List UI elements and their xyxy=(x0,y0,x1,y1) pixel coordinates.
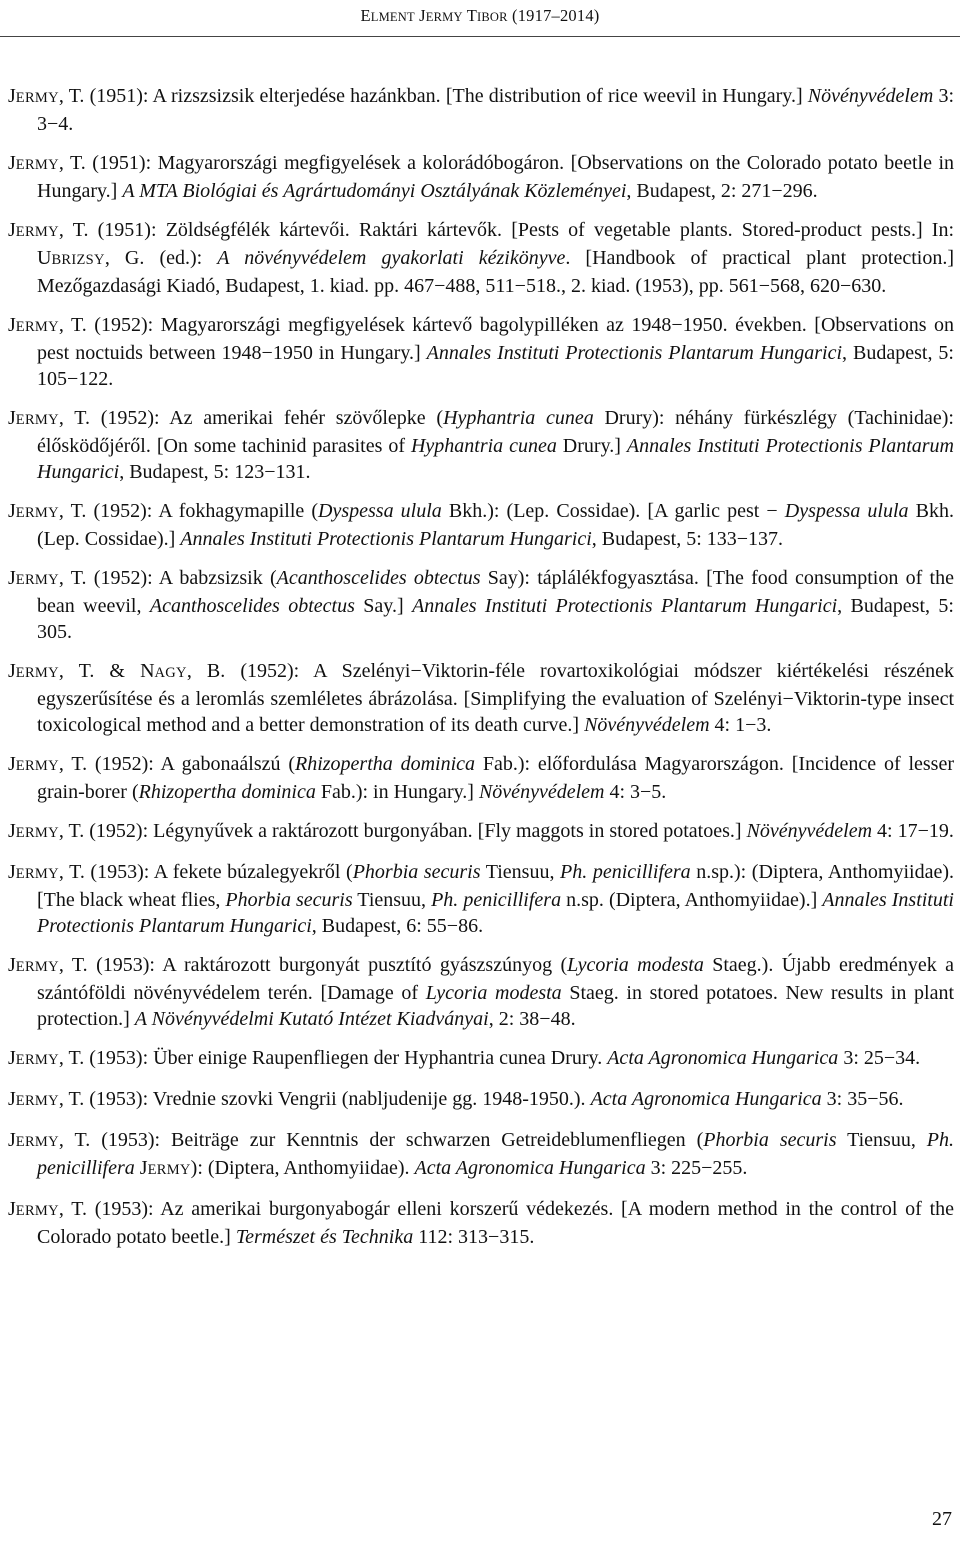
reference-entry xyxy=(8,1045,954,1073)
reference-entry xyxy=(8,1127,954,1183)
reference-text: , T. (1951): Zöldségfélék kártevői. Raktári kártevők. [Pests of vegetable plants. Stored-product pests.] In: xyxy=(58,219,954,241)
reference-text: ): (Diptera, Anthomyiidae). xyxy=(190,1157,415,1179)
author-name: NAGY xyxy=(140,660,187,682)
reference-text: , T. (1952): A gabonaálszú ( xyxy=(58,753,295,775)
reference-text: Drury.] xyxy=(556,435,627,457)
italic-text: Annales Instituti Protectionis Plantarum Hungarici xyxy=(37,889,954,937)
reference-text: , T. (1953): Az amerikai burgonyabogár elleni korszerű védekezés. [A modern method in the control of the Colorado potato beetle.] xyxy=(37,1198,954,1248)
reference-entry xyxy=(8,751,954,805)
reference-text: , T. (1952): Légynyűvek a raktározott burgonyában. [Fly maggots in stored potatoes.] xyxy=(58,820,747,842)
author-name: JERMY xyxy=(8,407,59,429)
author-name: JERMY xyxy=(8,1129,59,1151)
italic-text: Phorbia securis xyxy=(703,1129,837,1151)
italic-text: Dyspessa ulula xyxy=(784,500,909,522)
reference-text: , T. & xyxy=(58,660,141,682)
reference-entry xyxy=(8,83,954,137)
italic-text: Lycoria modesta xyxy=(567,954,704,976)
reference-entry xyxy=(8,818,954,846)
reference-entry xyxy=(8,1086,954,1114)
reference-text: , Budapest, 2: 271−296. xyxy=(626,180,818,202)
reference-text: , T. (1951): A rizszsizsik elterjedése hazánkban. [The distribution of rice weevil in Hungary.] xyxy=(58,85,808,107)
reference-entry xyxy=(8,1196,954,1250)
italic-text: Annales Instituti Protectionis Plantarum Hungarici xyxy=(412,595,838,617)
reference-text: , G. (ed.): xyxy=(104,247,218,269)
italic-text: Természet és Technika xyxy=(235,1226,414,1248)
reference-entry xyxy=(8,150,954,204)
author-name: JERMY xyxy=(8,753,59,775)
reference-text: . [Handbook of practical plant protection.] Mezőgazdasági Kiadó, Budapest, 1. kiad. pp. 467−488, 511−518., 2. kiad. (1953), pp. 561−568, 620−630. xyxy=(37,247,954,297)
italic-text: A MTA Biológiai és Agrártudományi Osztályának Közleményei xyxy=(122,180,627,202)
italic-text: Annales Instituti Protectionis Plantarum Hungarici xyxy=(180,528,592,550)
reference-text: , T. (1953): Über einige Raupenfliegen der Hyphantria cunea Drury. xyxy=(58,1047,608,1069)
reference-text: , T. (1951): Magyarországi megfigyelések a kolorádóbogáron. [Observations on the Colorado potato beetle in Hungary.] xyxy=(37,152,954,202)
reference-text: 3: 35−56. xyxy=(821,1088,904,1110)
reference-text: , T. (1953): A raktározott burgonyát pusztító gyászszúnyog ( xyxy=(58,954,568,976)
reference-text: , Budapest, 5: 305. xyxy=(37,595,954,643)
reference-entry xyxy=(8,859,954,939)
author-name: JERMY xyxy=(8,85,59,107)
reference-text: , B. (1952): A Szelényi−Viktorin-féle rovartoxikológiai módszer kiértékelési részének egyszerűsítése és a leromlás szemléletes ábrázolása. [Simplifying the evaluation of Szelényi−Viktorin-type insect toxicological method and a better demonstration of its death curve.] xyxy=(37,660,955,736)
author-name: JERMY xyxy=(8,152,59,174)
reference-text: 3: 3−4. xyxy=(37,85,955,135)
reference-text: , Budapest, 5: 105−122. xyxy=(37,342,954,390)
italic-text: Növényvédelem xyxy=(584,714,710,736)
reference-text: Tiensuu, xyxy=(352,889,432,911)
reference-text: 4: 1−3. xyxy=(709,714,772,736)
author-name: JERMY xyxy=(8,567,59,589)
reference-text: , T. (1953): A fekete búzalegyekről ( xyxy=(58,861,353,883)
reference-text: , T. (1953): Vrednie szovki Vengrii (nabljudenije gg. 1948-1950.). xyxy=(58,1088,591,1110)
reference-entry xyxy=(8,312,954,392)
reference-entry xyxy=(8,952,954,1032)
italic-text: Acanthoscelides obtectus xyxy=(276,567,481,589)
italic-text: Növényvédelem xyxy=(478,781,605,803)
reference-text: Tiensuu, xyxy=(480,861,561,883)
author-name: JERMY xyxy=(8,1047,59,1069)
italic-text: Ph. penicillifera xyxy=(37,1129,955,1179)
italic-text: Acta Agronomica Hungarica xyxy=(414,1157,646,1179)
reference-text: Bkh. (Lep. Cossidae).] xyxy=(37,500,954,550)
italic-text: Annales Instituti Protectionis Plantarum Hungarici xyxy=(37,435,954,483)
reference-text: Staeg. in stored potatoes. New results in plant protection.] xyxy=(37,982,955,1030)
reference-text: , T. (1952): Magyarországi megfigyelések kártevő bagolypilléken az 1948−1950. években. [Observations on pest noctuids between 1948−1950 in Hungary.] xyxy=(37,314,954,364)
italic-text: Hyphantria cunea xyxy=(410,435,557,457)
author-name: JERMY xyxy=(8,660,59,682)
reference-text: Drury): néhány fürkészlégy (Tachinidae): élősködőjéről. [On some tachinid parasites of xyxy=(37,407,954,457)
italic-text: Acanthoscelides obtectus xyxy=(149,595,355,617)
reference-entry xyxy=(8,565,954,645)
italic-text: Annales Instituti Protectionis Plantarum Hungarici xyxy=(426,342,843,364)
italic-text: Rhizopertha dominica xyxy=(138,781,316,803)
author-name: UBRIZSY xyxy=(37,247,105,269)
italic-text: Ph. penicillifera xyxy=(431,889,562,911)
italic-text: Rhizopertha dominica xyxy=(294,753,476,775)
italic-text: Növényvédelem xyxy=(807,85,934,107)
reference-entry xyxy=(8,658,954,738)
reference-text: Tiensuu, xyxy=(836,1129,927,1151)
running-head: ELMENT JERMY TIBOR (1917–2014) xyxy=(360,6,600,25)
italic-text: Ph. penicillifera xyxy=(560,861,691,883)
italic-text: Hyphantria cunea xyxy=(443,407,594,429)
author-name: JERMY xyxy=(8,1198,59,1220)
italic-text: A Növényvédelmi Kutató Intézet Kiadványai xyxy=(134,1008,489,1030)
reference-text: , 2: 38−48. xyxy=(488,1008,576,1030)
reference-text: n.sp. (Diptera, Anthomyiidae).] xyxy=(561,889,823,911)
reference-text: Fab.): in Hungary.] xyxy=(315,781,479,803)
page-number: 27 xyxy=(932,1508,952,1530)
reference-text: 3: 25−34. xyxy=(838,1047,921,1069)
reference-text: 3: 225−255. xyxy=(645,1157,748,1179)
reference-text: Say.] xyxy=(354,595,413,617)
italic-text: Phorbia securis xyxy=(225,889,353,911)
author-name: JERMY xyxy=(139,1157,191,1179)
reference-text: , T. (1952): A babzsizsik ( xyxy=(58,567,277,589)
italic-text: Acta Agronomica Hungarica xyxy=(607,1047,839,1069)
reference-entry xyxy=(8,405,954,485)
reference-text: , T. (1953): Beiträge zur Kenntnis der schwarzen Getreideblumenfliegen ( xyxy=(58,1129,704,1151)
reference-text: 112: 313−315. xyxy=(413,1226,535,1248)
author-name: JERMY xyxy=(8,954,59,976)
italic-text: Lycoria modesta xyxy=(425,982,562,1004)
reference-entry xyxy=(8,498,954,552)
reference-text: , T. (1952): Az amerikai fehér szövőlepke ( xyxy=(58,407,444,429)
reference-text: Fab.): előfordulása Magyarországon. [Incidence of lesser grain-borer ( xyxy=(37,753,954,803)
italic-text: Dyspessa ulula xyxy=(318,500,442,522)
reference-text: Staeg.). Újabb eredmények a szántóföldi növényvédelem terén. [Damage of xyxy=(37,954,955,1004)
reference-text: Bkh.): (Lep. Cossidae). [A garlic pest − xyxy=(441,500,785,522)
author-name: JERMY xyxy=(8,1088,59,1110)
reference-text: , T. (1952): A fokhagymapille ( xyxy=(58,500,319,522)
italic-text: Acta Agronomica Hungarica xyxy=(590,1088,822,1110)
author-name: JERMY xyxy=(8,219,59,241)
author-name: JERMY xyxy=(8,861,59,883)
reference-text: , Budapest, 6: 55−86. xyxy=(311,915,484,937)
reference-text: n.sp.): (Diptera, Anthomyiidae). [The black wheat flies, xyxy=(37,861,954,911)
reference-text: 4: 17−19. xyxy=(872,820,954,842)
bibliography-list xyxy=(8,83,954,1263)
italic-text: Phorbia securis xyxy=(352,861,481,883)
reference-entry xyxy=(8,217,954,299)
reference-text: , Budapest, 5: 133−137. xyxy=(591,528,784,550)
italic-text: Növényvédelem xyxy=(746,820,873,842)
reference-text: 4: 3−5. xyxy=(604,781,667,803)
author-name: JERMY xyxy=(8,820,59,842)
header-rule xyxy=(0,36,960,37)
reference-text: , Budapest, 5: 123−131. xyxy=(119,461,311,483)
reference-text: Say): táplálékfogyasztása. [The food consumption of the bean weevil, xyxy=(37,567,954,617)
author-name: JERMY xyxy=(8,314,59,336)
author-name: JERMY xyxy=(8,500,59,522)
italic-text: A növényvédelem gyakorlati kézikönyve xyxy=(217,247,566,269)
